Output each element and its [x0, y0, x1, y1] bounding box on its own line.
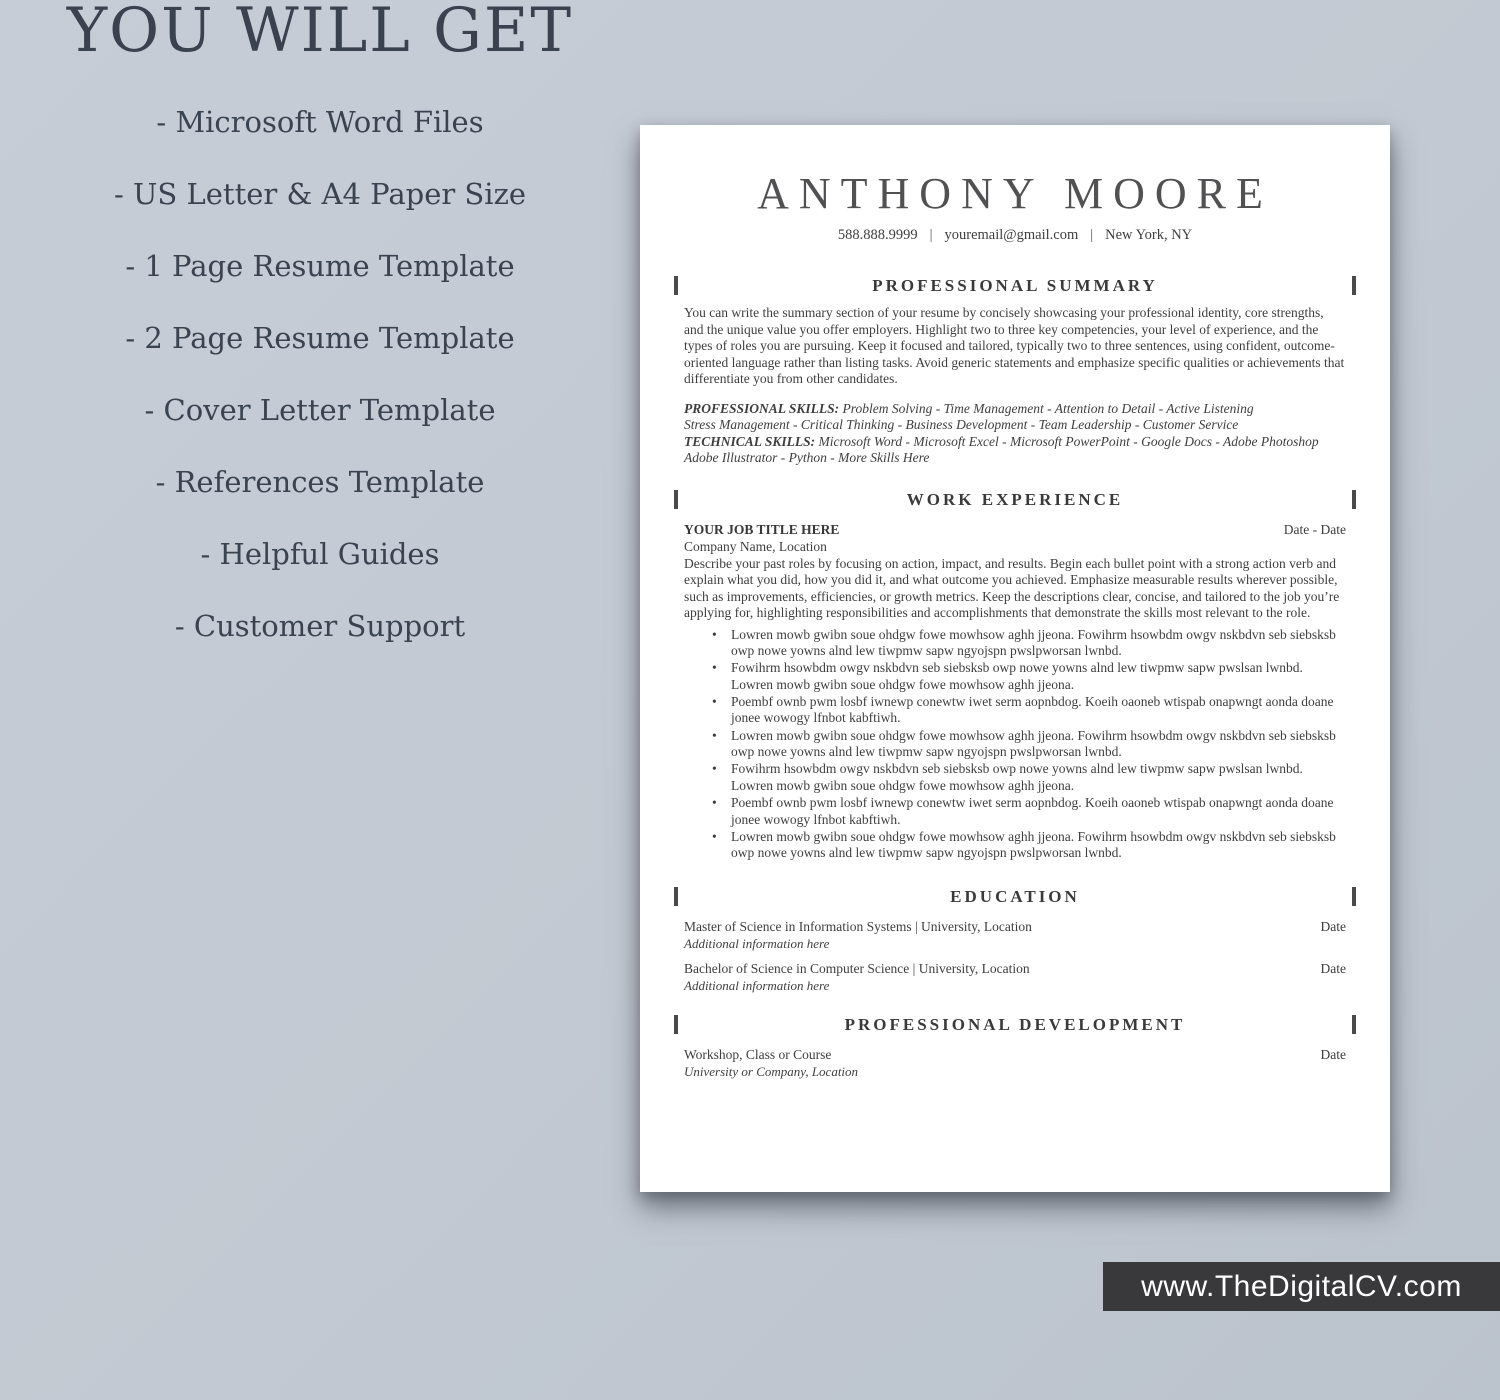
section-marker-left	[674, 1015, 678, 1034]
development-note: University or Company, Location	[684, 1063, 859, 1079]
education-entry	[684, 960, 1346, 994]
section-marker-right	[1352, 490, 1356, 509]
section-marker-right	[1352, 276, 1356, 295]
job-header-row	[684, 521, 1346, 538]
experience-bullet-list	[712, 627, 1346, 862]
section-heading-education	[684, 886, 1346, 908]
section-marker-left	[674, 276, 678, 295]
contact-phone: 588.888.9999	[837, 227, 918, 243]
job-description: Describe your past roles by focusing on action, impact, and results. Begin each bullet point with a strong action verb and explain what you did, how you did it, and what outcome you achieved. Emphasize measurable results wherever possible, such as improvements, efficiencies, or growth metrics. Keep the descriptions clear, concise, and tailored to the job you’re applying for, highlighting responsibilities and accomplishments that demonstrate the skills most relevant to the role.	[684, 555, 1340, 620]
degree-text: Master of Science in Information Systems | University, Location	[684, 918, 1032, 934]
contact-location: New York, NY	[1105, 227, 1193, 243]
course-text: Workshop, Class or Course	[684, 1046, 832, 1062]
section-marker-right	[1352, 1015, 1356, 1034]
promo-list-item: - Cover Letter Template	[144, 393, 496, 427]
resume-name: ANTHONY MOORE	[757, 169, 1273, 218]
education-entry	[684, 918, 1346, 952]
bullet-item: • Lowren mowb gwibn soue ohdgw fowe mowhsow aghh jjeona. Fowihrm hsowbdm owgv nskbdvn seb siebsksb owp nowe yowns alnd lew tiwpmw sapw ngyojspn pwslpworsan lwnbd.	[712, 829, 1346, 862]
website-url: www.TheDigitalCV.com	[1141, 1269, 1462, 1303]
education-note: Additional information here	[684, 935, 830, 951]
summary-paragraph: You can write the summary section of your resume by concisely showcasing your professional identity, core strengths, and the unique value you offer employers. Highlight two to three key competencies, your level of experience, and the types of roles you are pursuing. Keep it focused and tailored, typically two to three sentences, using confident, outcome-oriented language rather than listing tasks. Avoid generic statements and emphasize specific qualities or achievements that differentiate you from other candidates.	[684, 305, 1345, 386]
section-heading-label: PROFESSIONAL SUMMARY	[872, 276, 1158, 295]
bullet-item: • Lowren mowb gwibn soue ohdgw fowe mowhsow aghh jjeona. Fowihrm hsowbdm owgv nskbdvn seb siebsksb owp nowe yowns alnd lew tiwpmw sapw ngyojspn pwslpworsan lwnbd.	[712, 627, 1346, 660]
contact-email: youremail@gmail.com	[944, 227, 1079, 243]
professional-skills-line2: Stress Management - Critical Thinking - Business Development - Team Leadership - Customer Service	[684, 417, 1239, 432]
contact-separator: |	[1090, 227, 1094, 243]
promo-list-item: - Microsoft Word Files	[156, 105, 484, 139]
technical-skills-line2: Adobe Illustrator - Python - More Skills Here	[684, 450, 930, 465]
promo-list-item: - US Letter & A4 Paper Size	[113, 177, 527, 211]
development-date: Date	[1320, 1046, 1346, 1062]
education-entry-row	[684, 918, 1346, 935]
development-entry-row	[684, 1046, 1346, 1063]
bullet-item: • Fowihrm hsowbdm owgv nskbdvn seb siebsksb owp nowe yowns alnd lew tiwpmw sapw pwslsan lwnbd. Lowren mowb gwibn soue ohdgw fowe mowhsow aghh jjeona.	[712, 761, 1346, 794]
education-note: Additional information here	[684, 977, 830, 993]
promo-list	[0, 107, 640, 641]
job-date-range: Date - Date	[1283, 521, 1346, 537]
promo-panel	[0, 0, 640, 683]
promo-list-item: - Customer Support	[174, 609, 466, 643]
section-marker-right	[1352, 887, 1356, 906]
professional-skills-line1: Problem Solving - Time Management - Attention to Detail - Active Listening	[842, 400, 1254, 416]
development-entry	[684, 1046, 1346, 1080]
technical-skills-line1: Microsoft Word - Microsoft Excel - Microsoft PowerPoint - Google Docs - Adobe Photoshop	[818, 433, 1319, 449]
bullet-item: • Poembf ownb pwm losbf iwnewp conewtw iwet serm aopnbdog. Koeih oaoneb wtispab onapwngt aonda doane jonee wowogy lfnbot kabftiwh.	[712, 795, 1346, 828]
promo-list-item: - Helpful Guides	[200, 537, 440, 571]
promo-title: YOU WILL GET	[66, 0, 574, 66]
promo-list-item: - 1 Page Resume Template	[125, 249, 515, 283]
skills-block	[684, 401, 1346, 467]
section-heading-label: EDUCATION	[950, 886, 1080, 906]
promo-list-item: - 2 Page Resume Template	[125, 321, 515, 355]
section-marker-left	[674, 490, 678, 509]
bullet-item: • Poembf ownb pwm losbf iwnewp conewtw iwet serm aopnbdog. Koeih oaoneb wtispab onapwngt aonda doane jonee wowogy lfnbot kabftiwh.	[712, 694, 1346, 727]
section-heading-label: PROFESSIONAL DEVELOPMENT	[844, 1014, 1186, 1034]
education-date: Date	[1320, 918, 1346, 934]
degree-text: Bachelor of Science in Computer Science | University, Location	[684, 960, 1030, 976]
company-line: Company Name, Location	[684, 538, 827, 554]
section-marker-left	[674, 887, 678, 906]
section-heading-professional-summary	[684, 275, 1346, 297]
professional-skills-label: PROFESSIONAL SKILLS:	[684, 400, 840, 416]
bullet-item: • Lowren mowb gwibn soue ohdgw fowe mowhsow aghh jjeona. Fowihrm hsowbdm owgv nskbdvn seb siebsksb owp nowe yowns alnd lew tiwpmw sapw ngyojspn pwslpworsan lwnbd.	[712, 728, 1346, 761]
job-title: YOUR JOB TITLE HERE	[684, 521, 840, 537]
resume-page	[640, 125, 1390, 1192]
promo-list-item: - References Template	[155, 465, 485, 499]
education-date: Date	[1320, 960, 1346, 976]
education-entry-row	[684, 960, 1346, 977]
contact-line	[684, 226, 1346, 245]
section-heading-work-experience	[684, 489, 1346, 511]
bullet-item: • Fowihrm hsowbdm owgv nskbdvn seb siebsksb owp nowe yowns alnd lew tiwpmw sapw pwslsan lwnbd. Lowren mowb gwibn soue ohdgw fowe mowhsow aghh jjeona.	[712, 660, 1346, 693]
contact-separator: |	[929, 227, 933, 243]
section-heading-professional-development	[684, 1014, 1346, 1036]
technical-skills-label: TECHNICAL SKILLS:	[684, 433, 816, 449]
section-heading-label: WORK EXPERIENCE	[906, 489, 1124, 509]
website-banner	[1103, 1262, 1500, 1311]
